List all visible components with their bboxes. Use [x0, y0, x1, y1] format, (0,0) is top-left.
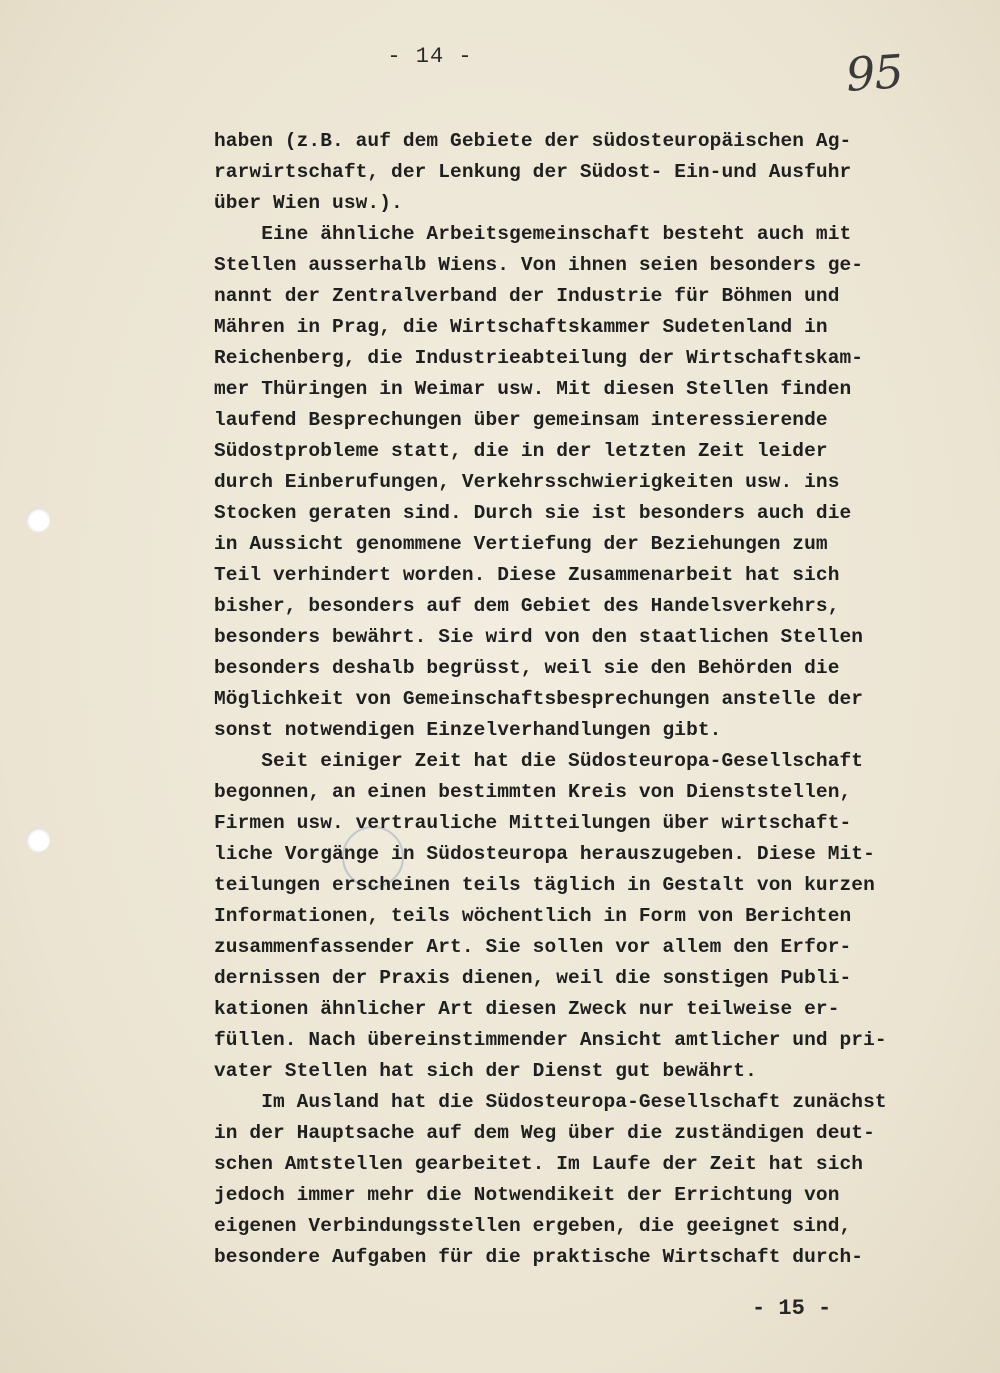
handwritten-folio-number: 95	[844, 44, 905, 102]
text-line: Stellen ausserhalb Wiens. Von ihnen seien besonders ge-	[214, 254, 864, 276]
text-line: Im Ausland hat die Südosteuropa-Gesellschaft zunächst	[214, 1091, 887, 1113]
text-line: Teil verhindert worden. Diese Zusammenarbeit hat sich	[214, 564, 840, 586]
text-line: laufend Besprechungen über gemeinsam interessierende	[214, 409, 828, 431]
text-line: dernissen der Praxis dienen, weil die sonstigen Publi-	[214, 967, 852, 989]
text-line: füllen. Nach übereinstimmender Ansicht amtlicher und pri-	[214, 1029, 887, 1051]
text-line: kationen ähnlicher Art diesen Zweck nur teilweise er-	[214, 998, 840, 1020]
text-line: rarwirtschaft, der Lenkung der Südost- Ein-und Ausfuhr	[214, 161, 852, 183]
punch-hole	[26, 828, 50, 852]
text-line: durch Einberufungen, Verkehrsschwierigkeiten usw. ins	[214, 471, 840, 493]
text-line: in Aussicht genommene Vertiefung der Beziehungen zum	[214, 533, 828, 555]
text-line: vater Stellen hat sich der Dienst gut bewährt.	[214, 1060, 757, 1082]
text-line: besonders deshalb begrüsst, weil sie den Behörden die	[214, 657, 840, 679]
text-line: begonnen, an einen bestimmten Kreis von Dienststellen,	[214, 781, 852, 803]
page-number: - 14 -	[387, 44, 473, 69]
text-line: zusammenfassender Art. Sie sollen vor allem den Erfor-	[214, 936, 852, 958]
text-line: mer Thüringen in Weimar usw. Mit diesen Stellen finden	[214, 378, 852, 400]
text-line: Eine ähnliche Arbeitsgemeinschaft besteht auch mit	[214, 223, 852, 245]
text-line: in der Hauptsache auf dem Weg über die zuständigen deut-	[214, 1122, 875, 1144]
text-line: Möglichkeit von Gemeinschaftsbesprechungen anstelle der	[214, 688, 864, 710]
punch-hole	[26, 508, 50, 532]
text-line: haben (z.B. auf dem Gebiete der südosteuropäischen Ag-	[214, 130, 852, 152]
text-line: teilungen erscheinen teils täglich in Gestalt von kurzen	[214, 874, 875, 896]
text-line: sonst notwendigen Einzelverhandlungen gibt.	[214, 719, 722, 741]
text-line: schen Amtstellen gearbeitet. Im Laufe der Zeit hat sich	[214, 1153, 864, 1175]
text-line: eigenen Verbindungsstellen ergeben, die geeignet sind,	[214, 1215, 852, 1237]
typewritten-body	[214, 126, 954, 1273]
text-line: Seit einiger Zeit hat die Südosteuropa-Gesellschaft	[214, 750, 864, 772]
text-line: jedoch immer mehr die Notwendikeit der Errichtung von	[214, 1184, 840, 1206]
text-line: liche Vorgänge in Südosteuropa herauszugeben. Diese Mit-	[214, 843, 875, 865]
text-line: nannt der Zentralverband der Industrie für Böhmen und	[214, 285, 840, 307]
next-page-catchword: - 15 -	[752, 1296, 832, 1321]
text-line: bisher, besonders auf dem Gebiet des Handelsverkehrs,	[214, 595, 840, 617]
text-line: Reichenberg, die Industrieabteilung der Wirtschaftskam-	[214, 347, 864, 369]
text-line: über Wien usw.).	[214, 192, 403, 214]
text-line: Firmen usw. vertrauliche Mitteilungen über wirtschaft-	[214, 812, 852, 834]
text-line: besonders bewährt. Sie wird von den staatlichen Stellen	[214, 626, 864, 648]
text-line: Informationen, teils wöchentlich in Form von Berichten	[214, 905, 852, 927]
text-line: Stocken geraten sind. Durch sie ist besonders auch die	[214, 502, 852, 524]
text-line: Mähren in Prag, die Wirtschaftskammer Sudetenland in	[214, 316, 828, 338]
text-line: Südostprobleme statt, die in der letzten Zeit leider	[214, 440, 828, 462]
text-line: besondere Aufgaben für die praktische Wirtschaft durch-	[214, 1246, 864, 1268]
